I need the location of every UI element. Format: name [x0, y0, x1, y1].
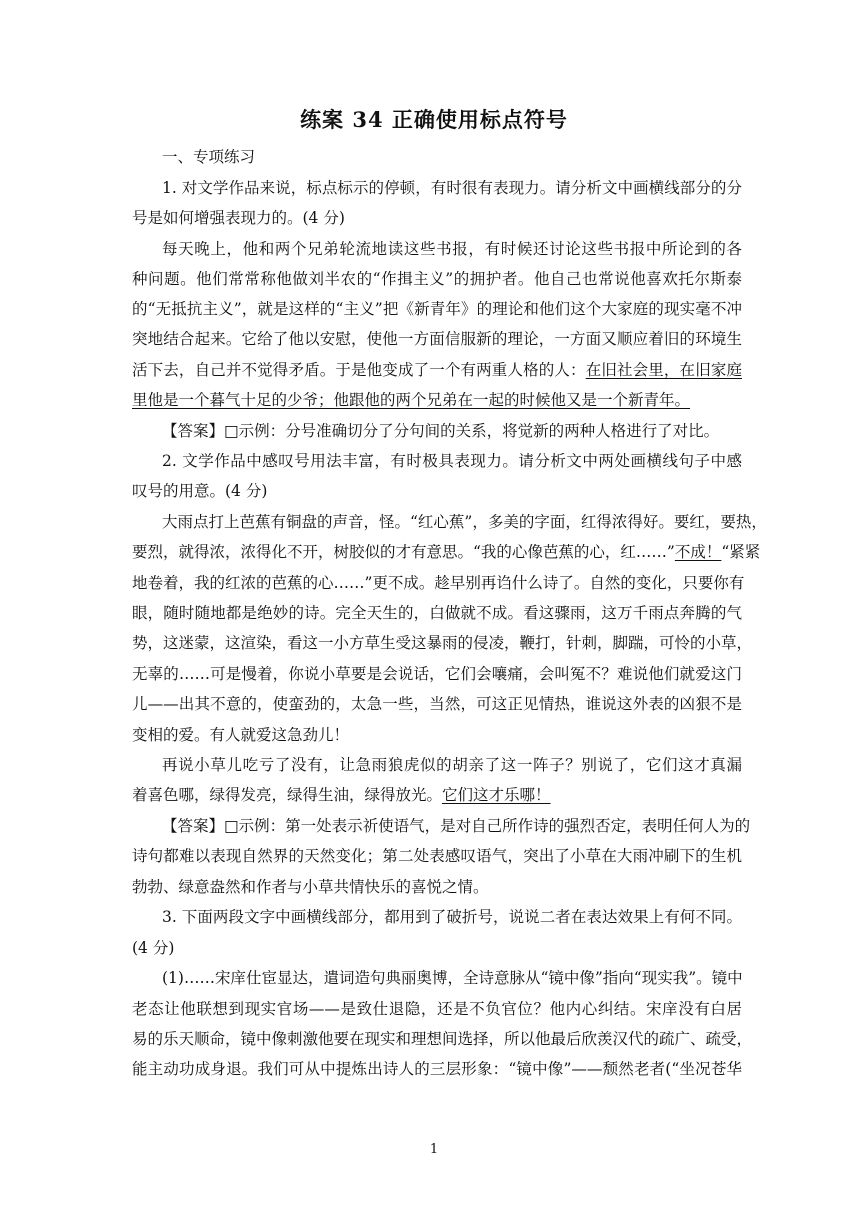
- question-3-line-2: (4 分): [132, 939, 175, 957]
- question-2-line-2: 叹号的用意。(4 分): [132, 482, 268, 500]
- passage-2-line-7: 儿——出其不意的，使蛮劲的，太急一些，当然，可这正见情热，谁说这外表的凶狠不是: [132, 695, 742, 713]
- passage-2-line-2: [132, 542, 761, 562]
- page-title: 练案 34 正确使用标点符号: [300, 107, 568, 132]
- passage-2-line-4: 眼，随时随地都是绝妙的诗。完全天生的，白做就不成。看这骤雨，这万千雨点奔腾的气: [132, 604, 742, 622]
- underlined-clause: 在旧社会里，在旧家庭: [585, 361, 742, 379]
- underlined-clause-continued: 里他是一个暮气十足的少爷；他跟他的两个兄弟在一起的时候他又是一个新青年。: [132, 391, 691, 409]
- page-number: 1: [429, 1142, 439, 1157]
- section-heading: 一、专项练习: [162, 148, 256, 166]
- passage-1-line-2: 种问题。他们常常称他做刘半农的“作揖主义”的拥护者。他自己也常说他喜欢托尔斯泰: [132, 270, 742, 288]
- question-3-line-1: 3. 下面两段文字中画横线部分，都用到了破折号，说说二者在表达效果上有何不同。: [162, 908, 742, 926]
- passage-2-line-8: 变相的爱。有人就爱这急劲儿！: [132, 726, 350, 744]
- answer-2-line-2: 诗句都难以表现自然界的天然变化；第二处表感叹语气，突出了小草在大雨冲刷下的生机: [132, 847, 742, 865]
- question-2-line-1: 2. 文学作品中感叹号用法丰富，有时极具表现力。请分析文中两处画横线句子中感: [162, 452, 742, 470]
- passage-2-line-9: 再说小草儿吃亏了没有，让急雨狼虎似的胡亲了这一阵子？别说了，它们这才真漏: [162, 756, 742, 774]
- passage-1-line-3: 的“无抵抗主义”，就是这样的“主义”把《新青年》的理论和他们这个大家庭的现实毫不冲: [132, 300, 742, 318]
- passage-2-line-6: 无辜的……可是慢着，你说小草要是会说话，它们会嚷痛，会叫冤不？难说他们就爱这门: [132, 665, 742, 683]
- passage-3-line-3: 易的乐天顺命，镜中像刺激他要在现实和理想间选择，所以他最后欣羡汉代的疏广、疏受，: [132, 1030, 753, 1048]
- passage-2-line-5: 势，这迷蒙，这渲染，看这一小方草生受这暴雨的侵凌，鞭打，针刺，脚踹，可怜的小草，: [132, 634, 753, 652]
- passage-1-line-5: [132, 360, 742, 380]
- passage-2-line-10: [132, 785, 742, 805]
- answer-1: 【答案】□示例：分号准确切分了分句间的关系，将觉新的两种人格进行了对比。: [162, 422, 720, 440]
- underlined-exclamation-2: 它们这才乐哪！: [442, 786, 551, 804]
- passage-3-line-2: 老态让他联想到现实官场——是致仕退隐，还是不负官位？他内心纠结。宋庠没有白居: [132, 1000, 742, 1018]
- answer-2-line-1: 【答案】□示例：第一处表示祈使语气，是对自己所作诗的强烈否定，表明任何人为的: [162, 817, 751, 835]
- underlined-exclamation-1: 不成！: [674, 543, 722, 561]
- passage-2-line-10-text: 着喜色哪，绿得发亮，绿得生油，绿得放光。: [132, 786, 443, 804]
- answer-2-line-3: 勃勃、绿意盎然和作者与小草共情快乐的喜悦之情。: [132, 878, 489, 896]
- passage-3-line-4: 能主动功成身退。我们可从中提炼出诗人的三层形象：“镜中像”——颓然老者(“坐况苍华: [132, 1060, 742, 1078]
- question-1-line-1: 1. 对文学作品来说，标点标示的停顿，有时很有表现力。请分析文中画横线部分的分: [162, 179, 742, 197]
- passage-2-line-3: 地卷着，我的红浓的芭蕉的心……”更不成。趁早别再诌什么诗了。自然的变化，只要你有: [132, 574, 745, 592]
- passage-2-line-2-tail: “紧紧: [721, 543, 761, 561]
- passage-3-line-1: (1)……宋庠仕宦显达，遣词造句典丽奥博，全诗意脉从“镜中像”指向“现实我”。镜中: [162, 969, 743, 987]
- passage-1-line-5-text: 活下去，自己并不觉得矛盾。于是他变成了一个有两重人格的人：: [132, 361, 586, 379]
- passage-2-line-1: 大雨点打上芭蕉有铜盘的声音，怪。“红心蕉”，多美的字面，红得浓得好。要红，要热，: [162, 513, 767, 531]
- passage-2-line-2-text: 要烈，就得浓，浓得化不开，树胶似的才有意思。“我的心像芭蕉的心，红……”: [132, 543, 675, 561]
- passage-1-line-4: 突地结合起来。它给了他以安慰，使他一方面信服新的理论，一方面又顺应着旧的环境生: [132, 330, 742, 348]
- question-1-line-2: 号是如何增强表现力的。(4 分): [132, 209, 345, 227]
- passage-1-line-1: 每天晚上，他和两个兄弟轮流地读这些书报，有时候还讨论这些书报中所论到的各: [162, 240, 742, 258]
